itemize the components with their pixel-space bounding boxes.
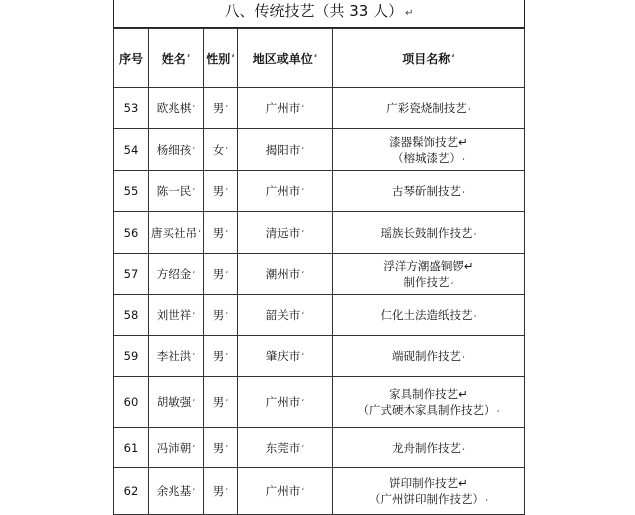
cell-no: 61 (114, 428, 149, 468)
cell-no: 56 (114, 212, 149, 254)
inheritors-table (113, 28, 525, 515)
table-row (114, 336, 525, 377)
cell-gender: 男، (204, 428, 238, 468)
table-row (114, 295, 525, 336)
cell-gender: 男، (204, 88, 238, 129)
cell-name: 李社洪، (149, 336, 204, 377)
cell-region: 广州市، (238, 468, 333, 515)
cell-region: 揭阳市، (238, 129, 333, 171)
cell-no: 62 (114, 468, 149, 515)
cell-project (333, 212, 525, 254)
cell-gender: 女، (204, 129, 238, 171)
cell-project (333, 88, 525, 129)
cell-project (333, 171, 525, 212)
cell-gender: 男، (204, 212, 238, 254)
cell-gender: 男، (204, 336, 238, 377)
cell-name: 陈一民، (149, 171, 204, 212)
cell-no: 53 (114, 88, 149, 129)
cell-no: 55 (114, 171, 149, 212)
header-gender: 性别، (204, 29, 238, 88)
table-row (114, 212, 525, 254)
project-line: 古琴斫制技艺، (392, 184, 465, 198)
cell-gender: 男، (204, 254, 238, 295)
project-line: （广州饼印制作技艺）، (369, 492, 488, 506)
project-line: 瑶族长鼓制作技艺، (380, 225, 477, 240)
project-line: 龙舟制作技艺، (392, 440, 465, 455)
cell-gender: 男، (204, 377, 238, 428)
cell-region: 广州市، (238, 377, 333, 428)
project-line: 制作技艺، (403, 275, 454, 289)
cell-name: 余兆基، (149, 468, 204, 515)
cell-project (333, 254, 525, 295)
project-line: 漆器髹饰技艺↵ (389, 134, 468, 149)
cell-name: 唐买社吊، (149, 212, 204, 254)
project-line: 浮洋方潮盛铜锣↵ (383, 259, 474, 273)
project-line: 广彩瓷烧制技艺، (386, 101, 471, 115)
cell-project (333, 468, 525, 515)
section-title (113, 0, 525, 28)
cell-name: 冯沛朝، (149, 428, 204, 468)
cell-region: 清远市، (238, 212, 333, 254)
table-header-row (114, 29, 525, 88)
project-line: 端砚制作技艺، (392, 349, 465, 363)
cell-region: 广州市، (238, 171, 333, 212)
cell-gender: 男، (204, 295, 238, 336)
table-row (114, 129, 525, 171)
cell-project (333, 428, 525, 468)
cell-region: 广州市، (238, 88, 333, 129)
cell-name: 方绍金، (149, 254, 204, 295)
header-no: 序号 (114, 29, 149, 88)
table-row (114, 377, 525, 428)
cell-region: 潮州市، (238, 254, 333, 295)
table-row (114, 254, 525, 295)
cell-project (333, 295, 525, 336)
table-body (114, 88, 525, 515)
cell-no: 58 (114, 295, 149, 336)
header-name: 姓名، (149, 29, 204, 88)
project-line: 仁化土法造纸技艺، (380, 308, 477, 322)
cell-no: 60 (114, 377, 149, 428)
cell-no: 59 (114, 336, 149, 377)
cell-gender: 男، (204, 468, 238, 515)
cell-name: 刘世祥، (149, 295, 204, 336)
cell-no: 54 (114, 129, 149, 171)
cell-name: 欧兆棋، (149, 88, 204, 129)
project-line: （榕城漆艺）، (392, 150, 465, 165)
cell-project (333, 129, 525, 171)
cell-region: 肇庆市، (238, 336, 333, 377)
project-line: （广式硬木家具制作技艺）، (357, 403, 500, 417)
cell-region: 东莞市، (238, 428, 333, 468)
table-row (114, 171, 525, 212)
table-row (114, 88, 525, 129)
header-region: 地区或单位، (238, 29, 333, 88)
project-line: 饼印制作技艺↵ (389, 476, 468, 490)
table-row (114, 428, 525, 468)
cell-project (333, 377, 525, 428)
cell-region: 韶关市، (238, 295, 333, 336)
cell-project (333, 336, 525, 377)
cell-gender: 男، (204, 171, 238, 212)
cell-name: 杨细孩، (149, 129, 204, 171)
paragraph-mark: ↵ (405, 8, 414, 19)
section-title-text: 八、传统技艺（共 33 人） (224, 2, 404, 20)
header-project: 项目名称، (333, 29, 525, 88)
cell-name: 胡敏强، (149, 377, 204, 428)
project-line: 家具制作技艺↵ (389, 387, 468, 401)
cell-no: 57 (114, 254, 149, 295)
table-row (114, 468, 525, 515)
